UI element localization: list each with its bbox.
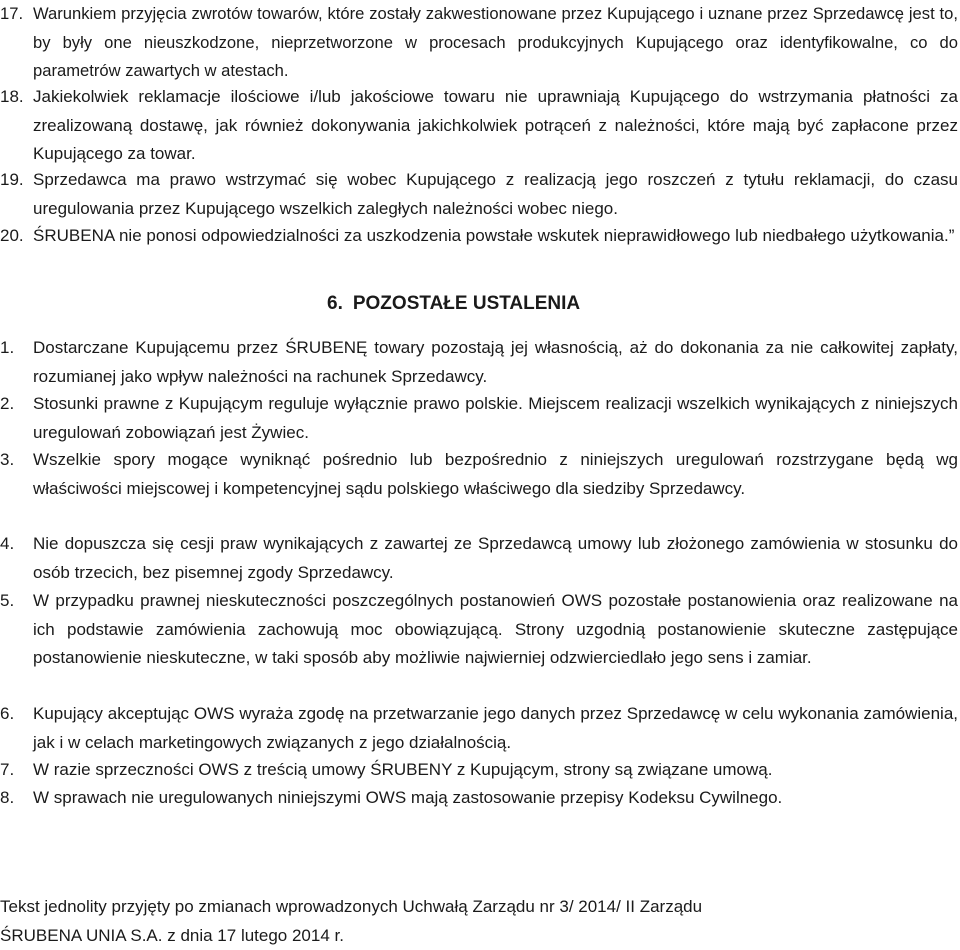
- clause-6: [0, 700, 958, 757]
- section-heading: [327, 290, 580, 318]
- clause-text: Wszelkie spory mogące wyniknąć pośrednio lub bezpośrednio z niniejszych uregulowań rozstrzygane będą wg właściwości miejscowej i kompetencyjnej sądu polskiego właściwego dla siedziby Sprzedawcy.: [33, 446, 958, 503]
- clause-text: ŚRUBENA nie ponosi odpowiedzialności za uszkodzenia powstałe wskutek nieprawidłowego lub niedbałego użytkowania.”: [33, 222, 958, 251]
- clause-5: [0, 587, 958, 673]
- clause-text: W przypadku prawnej nieskuteczności poszczególnych postanowień OWS pozostałe postanowienia oraz realizowane na ich podstawie zamówienia zachowują moc obowiązującą. Strony uzgodnią postanowienie skuteczne zastępujące postanowienie nieskuteczne, w taki sposób aby możliwie najwierniej odzwierciedlało jego sens i zamiar.: [33, 587, 958, 673]
- section-title: POZOSTAŁE USTALENIA: [353, 293, 580, 314]
- clause-17: [0, 0, 958, 86]
- clause-2: [0, 390, 958, 447]
- clause-19: [0, 166, 958, 223]
- clause-1: [0, 334, 958, 391]
- footer-line-2: ŚRUBENA UNIA S.A. z dnia 17 lutego 2014 r.: [0, 922, 958, 950]
- clause-7: [0, 756, 958, 785]
- clause-number: 2.: [0, 390, 14, 419]
- clause-number: 8.: [0, 784, 14, 813]
- clause-4: [0, 530, 958, 587]
- clause-number: 18.: [0, 83, 24, 112]
- clause-text: Stosunki prawne z Kupującym reguluje wyłącznie prawo polskie. Miejscem realizacji wszelkich wynikających z niniejszych uregulowań zobowiązań jest Żywiec.: [33, 390, 958, 447]
- clause-number: 19.: [0, 166, 24, 195]
- footer-line-1: Tekst jednolity przyjęty po zmianach wprowadzonych Uchwałą Zarządu nr 3/ 2014/ II Zarządu: [0, 893, 958, 922]
- section-number: 6.: [327, 293, 343, 314]
- clause-number: 7.: [0, 756, 14, 785]
- clause-3: [0, 446, 958, 503]
- clause-number: 3.: [0, 446, 14, 475]
- clause-18: [0, 83, 958, 169]
- clause-text: W razie sprzeczności OWS z treścią umowy ŚRUBENY z Kupującym, strony są związane umową.: [33, 756, 958, 785]
- clause-number: 4.: [0, 530, 14, 559]
- clause-text: Sprzedawca ma prawo wstrzymać się wobec Kupującego z realizacją jego roszczeń z tytułu reklamacji, do czasu uregulowania przez Kupującego wszelkich zaległych należności wobec niego.: [33, 166, 958, 223]
- clause-text: W sprawach nie uregulowanych niniejszymi OWS mają zastosowanie przepisy Kodeksu Cywilnego.: [33, 784, 958, 813]
- clause-number: 5.: [0, 587, 14, 616]
- clause-text: Dostarczane Kupującemu przez ŚRUBENĘ towary pozostają jej własnością, aż do dokonania za nie całkowitej zapłaty, rozumianej jako wpływ należności na rachunek Sprzedawcy.: [33, 334, 958, 391]
- clause-8: [0, 784, 958, 813]
- clause-text: Nie dopuszcza się cesji praw wynikających z zawartej ze Sprzedawcą umowy lub złożonego zamówienia w stosunku do osób trzecich, bez pisemnej zgody Sprzedawcy.: [33, 530, 958, 587]
- clause-number: 1.: [0, 334, 14, 363]
- clause-20: [0, 222, 958, 251]
- clause-text: Jakiekolwiek reklamacje ilościowe i/lub jakościowe towaru nie uprawniają Kupującego do wstrzymania płatności za zrealizowaną dostawę, jak również dokonywania jakichkolwiek potrąceń z należności, które mają być zapłacone przez Kupującego za towar.: [33, 83, 958, 169]
- clause-number: 17.: [0, 0, 23, 29]
- clause-number: 20.: [0, 222, 24, 251]
- document-footer: [0, 893, 958, 950]
- clause-text: Kupujący akceptując OWS wyraża zgodę na przetwarzanie jego danych przez Sprzedawcę w celu wykonania zamówienia, jak i w celach marketingowych związanych z jego działalnością.: [33, 700, 958, 757]
- clause-text: Warunkiem przyjęcia zwrotów towarów, które zostały zakwestionowane przez Kupującego i uznane przez Sprzedawcę jest to, by były one nieuszkodzone, nieprzetworzone w procesach produkcyjnych Kupującego oraz identyfikowalne, co do parametrów zawartych w atestach.: [33, 0, 958, 86]
- clause-number: 6.: [0, 700, 14, 729]
